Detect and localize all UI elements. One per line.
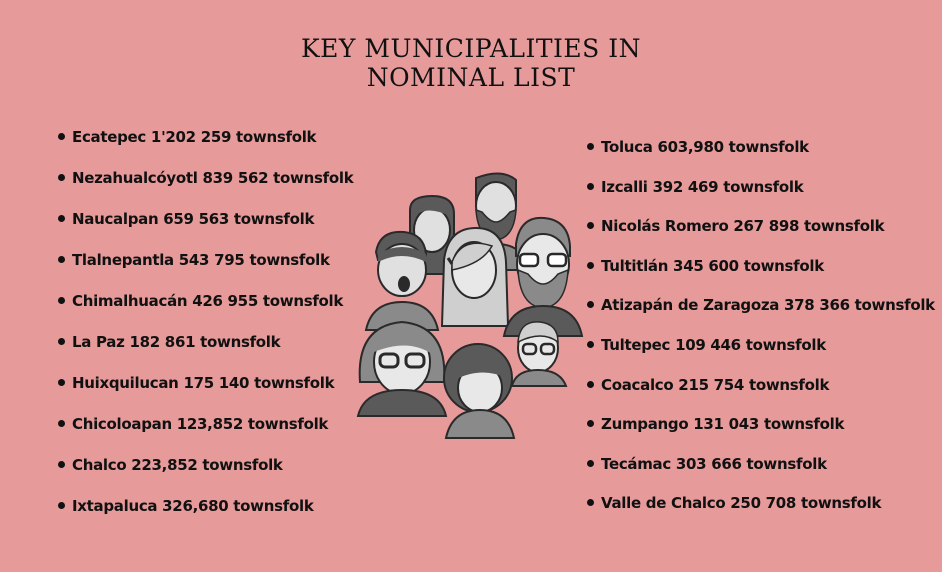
title-line-2: NOMINAL LIST — [366, 63, 576, 92]
bullet-icon — [58, 174, 65, 181]
title-line-1: KEY MUNICIPALITIES IN — [301, 34, 641, 63]
people-group-icon — [352, 166, 584, 442]
bullet-icon — [587, 341, 594, 348]
list-item — [587, 334, 826, 356]
list-item — [587, 374, 829, 396]
list-item — [587, 492, 881, 514]
list-item-text: Tecámac 303 666 townsfolk — [601, 454, 827, 473]
person-icon — [444, 344, 514, 438]
list-item-text: Chalco 223,852 townsfolk — [72, 456, 283, 474]
list-item-text: Chimalhuacán 426 955 townsfolk — [72, 292, 344, 310]
person-icon — [504, 218, 582, 336]
list-item — [587, 215, 884, 237]
bullet-icon — [587, 420, 594, 427]
list-item — [587, 294, 935, 316]
list-item-text: Chicoloapan 123,852 townsfolk — [72, 415, 329, 433]
list-item-text: Tultepec 109 446 townsfolk — [601, 336, 826, 354]
bullet-icon — [587, 183, 594, 190]
list-item-text: Nezahualcóyotl 839 562 townsfolk — [72, 169, 354, 187]
bullet-icon — [587, 222, 594, 229]
bullet-icon — [58, 461, 65, 468]
bullet-icon — [587, 499, 594, 506]
list-item — [58, 495, 314, 517]
list-item — [587, 453, 827, 475]
list-item — [587, 255, 824, 277]
person-icon — [358, 322, 446, 416]
list-item-text: La Paz 182 861 townsfolk — [72, 333, 281, 351]
list-item-text: Zumpango 131 043 townsfolk — [601, 415, 845, 434]
list-item-text: Valle de Chalco 250 708 townsfolk — [601, 494, 882, 513]
list-item — [58, 372, 334, 394]
list-item — [58, 208, 314, 230]
bullet-icon — [58, 420, 65, 427]
bullet-icon — [587, 381, 594, 388]
bullet-icon — [587, 301, 594, 308]
list-item — [587, 136, 809, 158]
list-item — [58, 454, 283, 476]
bullet-icon — [58, 297, 65, 304]
list-item-text: Atizapán de Zaragoza 378 366 townsfolk — [601, 296, 935, 315]
list-item — [587, 413, 844, 435]
list-item-text: Tultitlán 345 600 townsfolk — [601, 256, 824, 275]
person-icon — [442, 228, 508, 326]
list-item — [58, 331, 280, 353]
list-item-text: Ixtapaluca 326,680 townsfolk — [72, 497, 314, 515]
list-item-text: Coacalco 215 754 townsfolk — [601, 375, 830, 394]
list-item — [587, 176, 803, 198]
list-item-text: Ecatepec 1'202 259 townsfolk — [72, 128, 317, 146]
list-item — [58, 167, 353, 189]
bullet-icon — [58, 379, 65, 386]
page-title — [0, 34, 942, 92]
list-item-text: Tlalnepantla 543 795 townsfolk — [72, 251, 330, 269]
list-item — [58, 290, 343, 312]
bullet-icon — [587, 262, 594, 269]
bullet-icon — [58, 256, 65, 263]
bullet-icon — [58, 338, 65, 345]
list-item — [58, 413, 328, 435]
bullet-icon — [58, 215, 65, 222]
list-item-text: Naucalpan 659 563 townsfolk — [72, 210, 315, 228]
list-item-text: Huixquilucan 175 140 townsfolk — [72, 374, 335, 392]
bullet-icon — [587, 143, 594, 150]
bullet-icon — [587, 460, 594, 467]
list-item-text: Toluca 603,980 townsfolk — [601, 138, 809, 156]
list-item-text: Izcalli 392 469 townsfolk — [601, 177, 804, 196]
list-item-text: Nicolás Romero 267 898 townsfolk — [601, 217, 885, 236]
list-item — [58, 249, 330, 271]
bullet-icon — [58, 133, 65, 140]
list-item — [58, 126, 316, 148]
bullet-icon — [58, 502, 65, 509]
